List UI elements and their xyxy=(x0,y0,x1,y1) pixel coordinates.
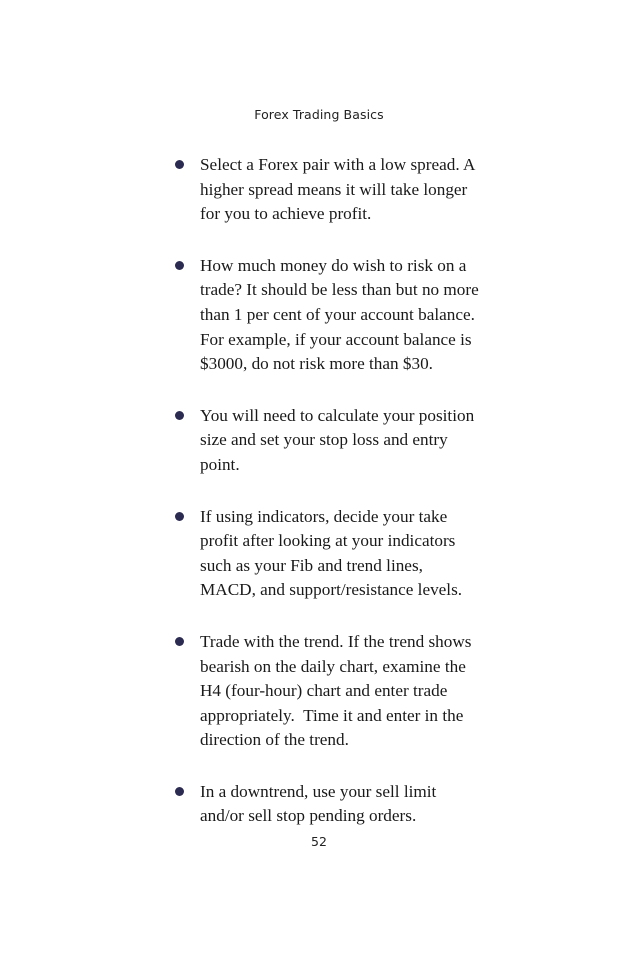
list-item-text xyxy=(200,254,500,377)
list-item xyxy=(0,153,500,227)
text-line: and/or sell stop pending orders. xyxy=(200,806,417,826)
list-item-text xyxy=(200,153,500,227)
list-item-text xyxy=(200,505,500,603)
text-line: profit after looking at your indicators xyxy=(200,531,456,551)
bullet-dot-icon xyxy=(175,411,184,420)
bullet-dot-icon xyxy=(175,637,184,646)
text-line: You will need to calculate your position xyxy=(200,405,475,425)
text-line: size and set your stop loss and entry xyxy=(200,430,448,450)
text-line: point. xyxy=(200,454,240,474)
bullet-dot-icon xyxy=(175,512,184,521)
running-header: Forex Trading Basics xyxy=(254,107,384,122)
text-line: MACD, and support/resistance levels. xyxy=(200,580,463,600)
text-line: $3000, do not risk more than $30. xyxy=(200,354,433,374)
text-line: appropriately. Time it and enter in the xyxy=(200,705,464,725)
page-number: 52 xyxy=(311,834,327,849)
text-line: higher spread means it will take longer xyxy=(200,179,468,199)
text-line: Select a Forex pair with a low spread. A xyxy=(200,155,476,174)
list-item xyxy=(0,630,500,753)
text-line: such as your Fib and trend lines, xyxy=(200,555,423,575)
list-item xyxy=(0,404,500,478)
list-item-text xyxy=(200,630,500,753)
list-item-text xyxy=(200,404,500,478)
list-item-text xyxy=(200,780,500,829)
text-line: H4 (four-hour) chart and enter trade xyxy=(200,681,448,701)
bullet-dot-icon xyxy=(175,261,184,270)
text-line: bearish on the daily chart, examine the xyxy=(200,656,466,676)
text-line: If using indicators, decide your take xyxy=(200,506,448,526)
list-item xyxy=(0,254,500,377)
list-item xyxy=(0,505,500,603)
text-line: than 1 per cent of your account balance. xyxy=(200,304,475,324)
text-line: Trade with the trend. If the trend shows xyxy=(200,631,472,651)
bullet-dot-icon xyxy=(175,160,184,169)
text-line: For example, if your account balance is xyxy=(200,329,472,349)
text-line: How much money do wish to risk on a xyxy=(200,255,467,275)
bullet-list xyxy=(0,153,638,829)
list-item xyxy=(0,780,500,829)
text-line: direction of the trend. xyxy=(200,730,349,750)
bullet-dot-icon xyxy=(175,787,184,796)
text-line: trade? It should be less than but no more xyxy=(200,280,479,300)
text-line: In a downtrend, use your sell limit xyxy=(200,781,437,801)
text-line: for you to achieve profit. xyxy=(200,204,372,224)
